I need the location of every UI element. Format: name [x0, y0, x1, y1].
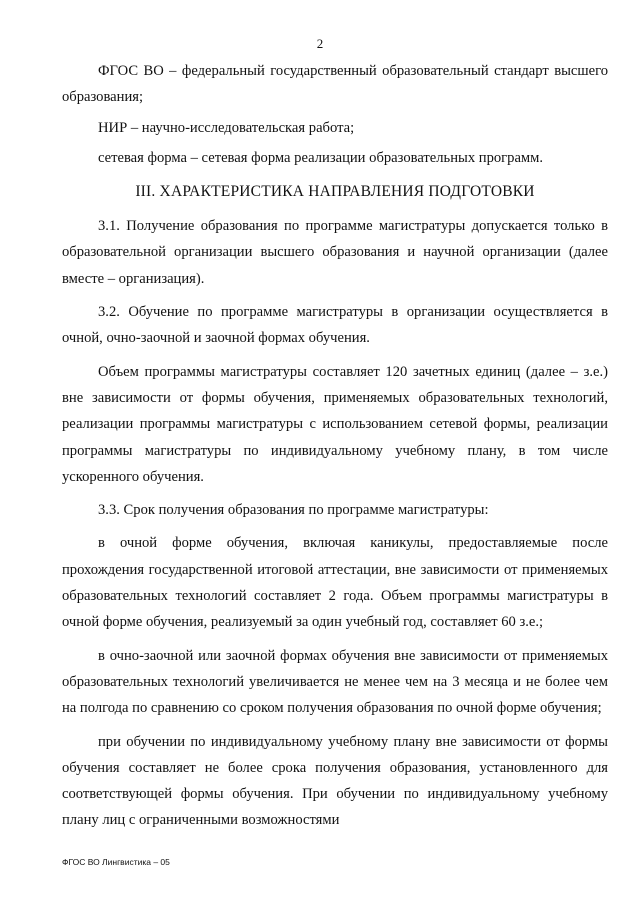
section-heading: III. ХАРАКТЕРИСТИКА НАПРАВЛЕНИЯ ПОДГОТОВКИ	[135, 183, 535, 201]
paragraph-3-3: 3.3. Срок получения образования по программе магистратуры:	[98, 502, 489, 519]
paragraph-full-time: в очной форме обучения, включая каникулы, предоставляемые после прохождения государственной итоговой аттестации, вне зависимости от применяемых образовательных технологий составляет 2 года. Объем программы магистратуры в очной форме обучения, реализуемый за один учебный год, составляет 60 з.е.;	[62, 535, 608, 631]
paragraph-3-2: 3.2. Обучение по программе магистратуры в организации осуществляется в очной, очно-заочной и заочной формах обучения.	[62, 304, 608, 347]
definition-nir: НИР – научно-исследовательская работа;	[98, 119, 355, 136]
paragraph-3-1: 3.1. Получение образования по программе магистратуры допускается только в образовательной организации высшего образования и научной организации (далее вместе – организация).	[62, 218, 608, 287]
paragraph-part-time: в очно-заочной или заочной формах обучения вне зависимости от применяемых образовательных технологий увеличивается не менее чем на 3 месяца и не более чем на полгода по сравнению со сроком получения образования по очной форме обучения;	[62, 647, 608, 717]
paragraph-individual-plan: при обучении по индивидуальному учебному плану вне зависимости от формы обучения составляет не более срока получения образования, установленного для соответствующей формы обучения. При обучении по индивидуальному учебному плану лиц с ограниченными возможностями	[62, 733, 608, 829]
page-number: 2	[316, 36, 324, 51]
definition-network-form: сетевая форма – сетевая форма реализации образовательных программ.	[98, 149, 544, 166]
page-footer: ФГОС ВО Лингвистика – 05	[62, 857, 170, 867]
definition-fgos: ФГОС ВО – федеральный государственный образовательный стандарт высшего образования;	[62, 63, 608, 106]
definitions-list	[62, 58, 608, 171]
paragraph-volume: Объем программы магистратуры составляет 120 зачетных единиц (далее – з.е.) вне зависимости от формы обучения, применяемых образовательных технологий, реализации программы магистратуры с использованием сетевой формы, реализации программы магистратуры по индивидуальному учебному плану, в том числе ускоренного обучения.	[62, 363, 608, 485]
document-body	[62, 58, 608, 841]
